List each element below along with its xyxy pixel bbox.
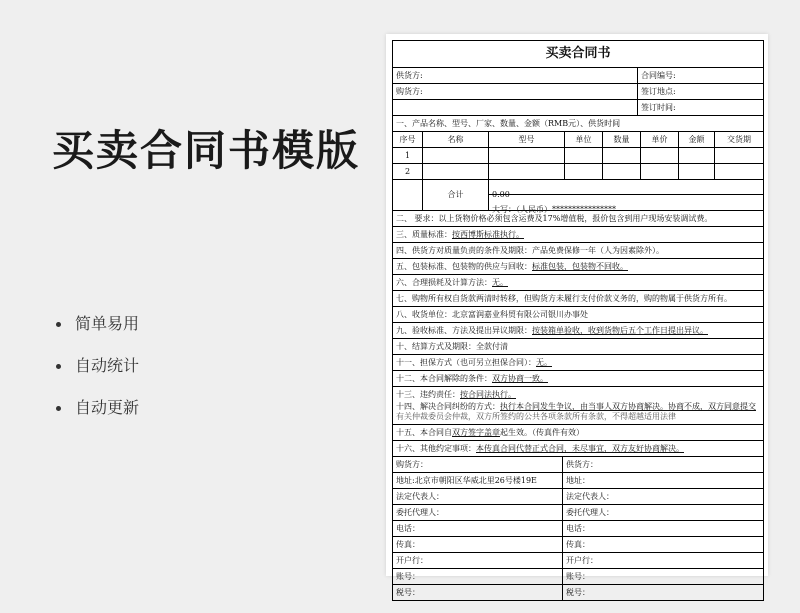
clause-row: 十六、其他约定事项：本传真合同代替正式合同，未尽事宜，双方友好协商解决。	[393, 441, 763, 457]
clause-row: 十三、违约责任：按合同法执行。	[396, 390, 516, 399]
clause-row: 五、包装标准、包装物的供应与回收：标准包装，包装物不回收。	[393, 259, 763, 275]
party-row: 开户行： 开户行：	[393, 553, 763, 569]
bullet-icon	[56, 364, 61, 369]
party-row: 传真： 传真：	[393, 537, 763, 553]
clause-row: 十、结算方式及期限：全款付清	[393, 339, 763, 355]
contract-title: 买卖合同书	[393, 41, 763, 68]
capital-amount: ****************	[552, 205, 616, 214]
bullet-icon	[56, 406, 61, 411]
feature-item: 自动统计	[56, 356, 139, 398]
clause-row: 十二、本合同解除的条件：双方协商一致。	[393, 371, 763, 387]
buyer-field: 购货方:	[393, 84, 638, 99]
clause-row: 四、供货方对质量负责的条件及期限：产品免费保修一年（人为因素除外）。	[393, 243, 763, 259]
page-title: 买卖合同书模版	[52, 126, 361, 175]
party-row: 电话： 电话：	[393, 521, 763, 537]
party-row: 购货方： 供货方：	[393, 457, 763, 473]
section-heading: 一、产品名称、型号、厂家、数量、金额（RMB元）、供货时间	[393, 116, 763, 132]
feature-item: 简单易用	[56, 314, 139, 356]
product-table-header: 序号 名称 型号 单位 数量 单价 金额 交货期	[393, 132, 763, 148]
table-row: 1	[393, 148, 763, 164]
clause-row: 十五、本合同自双方签字盖章起生效。（传真件有效）	[393, 425, 763, 441]
clause-row: 十一、担保方式（也可另立担保合同）：无。	[393, 355, 763, 371]
clause-row: 六、合理损耗及计算方法：无。	[393, 275, 763, 291]
total-label: 合计	[423, 180, 489, 210]
party-row: 地址:北京市朝阳区华威北里26号楼19E 地址：	[393, 473, 763, 489]
feature-list	[56, 314, 139, 440]
header-row	[393, 68, 763, 84]
clause-row: 九、验收标准、方法及提出异议期限：按装箱单验收，收到货物后五个工作日提出异议。	[393, 323, 763, 339]
table-row: 2	[393, 164, 763, 180]
document-preview	[386, 34, 768, 597]
party-row: 法定代表人： 法定代表人：	[393, 489, 763, 505]
sign-time-field: 签订时间:	[641, 103, 676, 112]
bullet-icon	[56, 322, 61, 327]
clause-row: 八、收货单位：北京富润嘉业科贸有限公司银川办事处	[393, 307, 763, 323]
party-row: 税号： 税号：	[393, 585, 763, 600]
party-row: 委托代理人： 委托代理人：	[393, 505, 763, 521]
clause-row: 七、购物所有权自货款两清时转移，但购货方未履行支付价款义务的，购的物属于供货方所有。	[393, 291, 763, 307]
clause-row: 三、质量标准：按西博斯标准执行。	[393, 227, 763, 243]
sign-place-field: 签订地点:	[641, 87, 676, 96]
clause-row: 十四、解决合同纠纷的方式：执行本合同发生争议，由当事人双方协商解决。协商不成，双方同意提交 有关仲裁委员会仲裁，双方所签约的公共各项条款所有条款，不得超越适用法律	[393, 402, 763, 425]
header-row	[393, 100, 763, 116]
clause-row: 二、 要求：以上货物价格必须包含运费及17%增值税，报价包含到用户现场安装调试费。	[393, 211, 763, 227]
total-row: 合计 0.00 大写：（人民币）****************	[393, 180, 763, 211]
contract-table	[392, 40, 764, 601]
feature-item: 自动更新	[56, 398, 139, 440]
header-row	[393, 84, 763, 100]
party-row: 账号： 账号：	[393, 569, 763, 585]
total-value: 0.00	[489, 180, 763, 195]
supplier-field: 供货方:	[393, 68, 638, 83]
contract-no-field: 合同编号:	[641, 71, 676, 80]
